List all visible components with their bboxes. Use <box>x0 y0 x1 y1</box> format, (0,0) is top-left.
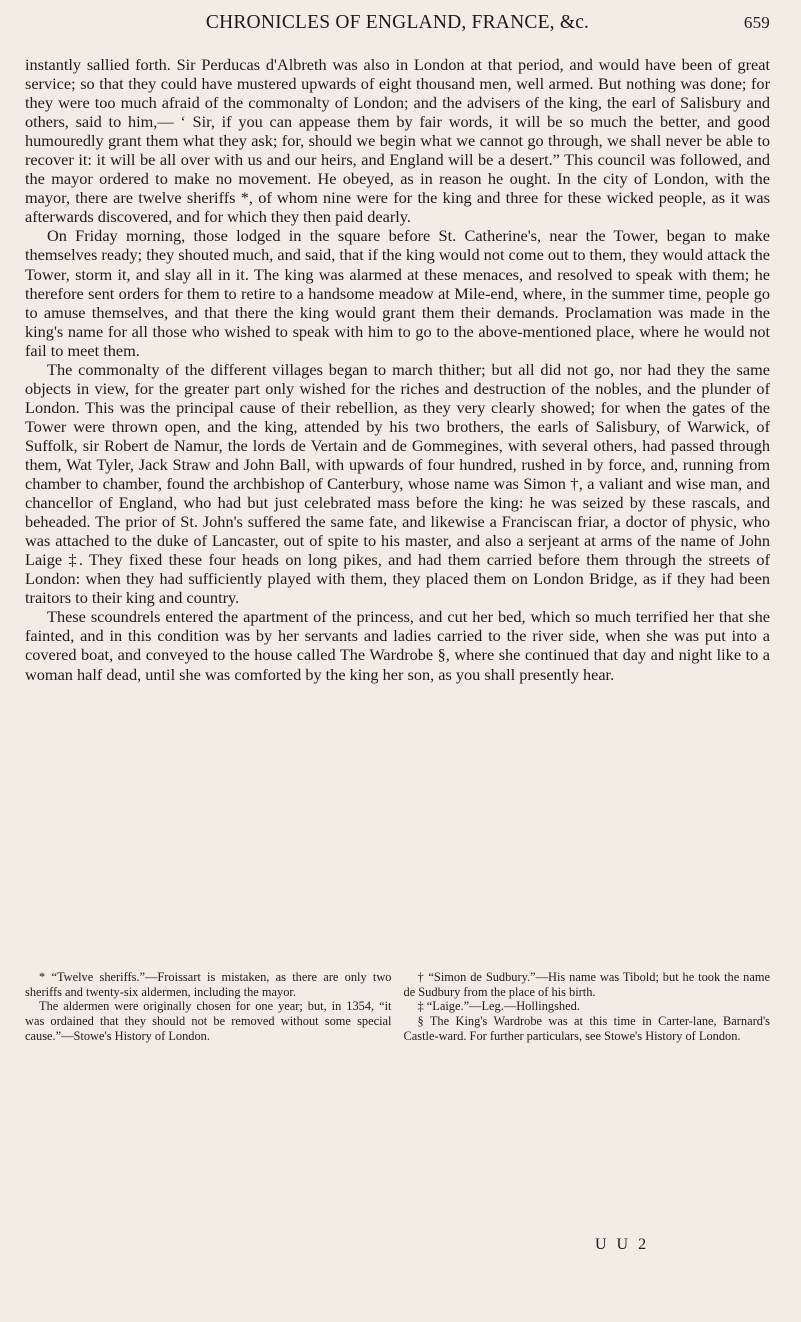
paragraph: On Friday morning, those lodged in the square before St. Catherine's, near the Tower, began to make themselves ready; they shouted much, and said, that if the king would not come out to them, they would attack the Tower, storm it, and slay all in it. The king was alarmed at these menaces, and resolved to speak with them; he therefore sent orders for them to retire to a handsome meadow at Mile-end, where, in the summer time, people go to amuse themselves, and that there the king would grant them their demands. Proclamation was made in the king's name for all those who wished to speak with him to go to the above-mentioned place, where he would not fail to meet them. <box>25 226 770 360</box>
footnote: The aldermen were originally chosen for one year; but, in 1354, “it was ordained that they should not be removed without some special cause.”—Stowe's History of London. <box>25 999 392 1043</box>
footnotes <box>25 970 770 1044</box>
paragraph: instantly sallied forth. Sir Perducas d'Albreth was also in London at that period, and would have been of great service; so that they could have mustered upwards of eight thousand men, well armed. But nothing was done; for they were too much afraid of the commonalty of London; and the advisers of the king, the earl of Salisbury and others, said to him,— ‘ Sir, if you can appease them by fair words, it will be so much the better, and good humouredly grant them what they ask; for, should we begin what we cannot go through, we shall never be able to recover it: it will be all over with us and our heirs, and England will be a desert.” This council was followed, and the mayor ordered to make no movement. He obeyed, as in reason he ought. In the city of London, with the mayor, there are twelve sheriffs *, of whom nine were for the king and three for these wicked people, as it was afterwards discovered, and for which they then paid dearly. <box>25 55 770 227</box>
running-header <box>25 12 770 40</box>
signature-mark: U U 2 <box>595 1236 650 1253</box>
footnote: § The King's Wardrobe was at this time in Carter-lane, Barnard's Castle-ward. For further particulars, see Stowe's History of London. <box>403 1014 770 1043</box>
footnote: † “Simon de Sudbury.”—His name was Tibold; but he took the name de Sudbury from the place of his birth. <box>403 970 770 999</box>
main-text <box>25 55 770 684</box>
footnote: * “Twelve sheriffs.”—Froissart is mistaken, as there are only two sheriffs and twenty-six aldermen, including the mayor. <box>25 970 392 999</box>
running-title: CHRONICLES OF ENGLAND, FRANCE, &c. <box>205 12 590 33</box>
page-number: 659 <box>743 13 770 32</box>
paragraph: These scoundrels entered the apartment of the princess, and cut her bed, which so much terrified her that she fainted, and in this condition was by her servants and ladies carried to the river side, when she was put into a covered boat, and conveyed to the house called The Wardrobe §, where she continued that day and night like to a woman half dead, until she was comforted by the king her son, as you shall presently hear. <box>25 607 770 684</box>
footnote: ‡ “Laige.”—Leg.—Hollingshed. <box>417 999 580 1014</box>
footnotes-right-column <box>404 970 771 1044</box>
footnotes-left-column <box>25 970 392 1044</box>
paragraph: The commonalty of the different villages began to march thither; but all did not go, nor had they the same objects in view, for the greater part only wished for the riches and destruction of the nobles, and the plunder of London. This was the principal cause of their rebellion, as they very clearly showed; for when the gates of the Tower were thrown open, and the king, attended by his two brothers, the earls of Salisbury, of Warwick, of Suffolk, sir Robert de Namur, the lords de Vertain and de Gommegines, with several others, had passed through them, Wat Tyler, Jack Straw and John Ball, with upwards of four hundred, rushed in by force, and, running from chamber to chamber, found the archbishop of Canterbury, whose name was Simon †, a valiant and wise man, and chancellor of England, who had but just celebrated mass before the king: he was seized by these rascals, and beheaded. The prior of St. John's suffered the same fate, and likewise a Franciscan friar, a doctor of physic, who was attached to the duke of Lancaster, out of spite to his master, and also a serjeant at arms of the name of John Laige ‡. They fixed these four heads on long pikes, and had them carried before them through the streets of London: when they had sufficiently played with them, they placed them on London Bridge, as if they had been traitors to their king and country. <box>25 359 770 608</box>
